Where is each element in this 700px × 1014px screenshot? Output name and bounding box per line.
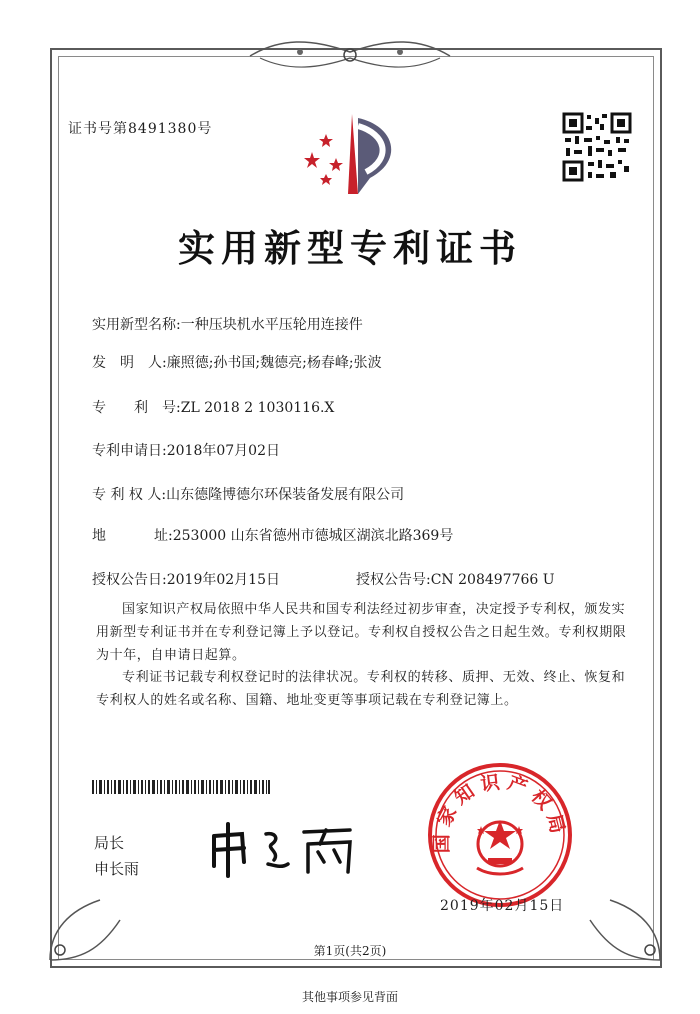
grant-number-row — [356, 569, 555, 589]
filing-date-label: 专利申请日: — [92, 443, 167, 459]
address-value: 253000 山东省德州市德城区湖滨北路369号 — [172, 528, 454, 544]
certificate-title: 实用新型专利证书 — [178, 226, 522, 270]
utility-model-name-value: 一种压块机水平压轮用连接件 — [180, 317, 363, 333]
grant-date-label: 授权公告日: — [92, 572, 167, 588]
filing-date-row — [92, 440, 280, 460]
footer-note: 其他事项参见背面 — [301, 990, 398, 1004]
patent-number-label: 专 利 号: — [92, 400, 181, 416]
director-name-label: 申长雨 — [94, 860, 140, 878]
utility-model-name-label: 实用新型名称: — [92, 317, 181, 333]
official-seal — [425, 760, 575, 910]
grant-statement-paragraph: 国家知识产权局依照中华人民共和国专利法经过初步审查，决定授予专利权，颁发实用新型专利证书并在专利登记簿上予以登记。专利权自授权公告之日起生效。专利权期限为十年，自申请日起算。 — [96, 602, 627, 663]
qr-code-icon — [562, 112, 632, 182]
inventor-label: 发 明 人: — [92, 355, 167, 371]
patent-number-value: ZL 2018 2 1030116.X — [180, 400, 335, 416]
patent-number-row — [92, 397, 334, 417]
address-row — [92, 525, 453, 545]
patentee-label: 专 利 权 人: — [92, 487, 167, 503]
grant-number-value: CN 208497766 U — [430, 572, 555, 588]
certificate-number: 证书号第8491380号 — [68, 121, 213, 137]
page-number: 第1页(共2页) — [313, 944, 387, 958]
patentee-row — [92, 484, 404, 504]
inventor-value: 廉照德;孙书国;魏德亮;杨春峰;张波 — [166, 355, 382, 371]
utility-model-name-row — [92, 314, 363, 334]
patentee-value: 山东德隆博德尔环保装备发展有限公司 — [166, 487, 405, 503]
address-label-part2: 址: — [154, 528, 173, 544]
legal-status-paragraph: 专利证书记载专利权登记时的法律状况。专利权的转移、质押、无效、终止、恢复和专利权人的姓名或名称、国籍、地址变更等事项记载在专利登记簿上。 — [96, 670, 626, 708]
director-title-label: 局长 — [94, 834, 125, 852]
seal-date: 2019年02月15日 — [440, 898, 565, 914]
cnipa-logo-icon — [300, 108, 410, 196]
seal-text: 国家知识产权局 — [430, 770, 570, 854]
grant-date-row — [92, 569, 280, 589]
filing-date-value: 2018年07月02日 — [166, 443, 280, 459]
handwritten-signature — [200, 818, 370, 880]
top-ornament — [240, 38, 460, 74]
inventor-row — [92, 352, 382, 372]
barcode-icon — [92, 780, 270, 794]
grant-number-label: 授权公告号: — [356, 572, 431, 588]
grant-date-value: 2019年02月15日 — [166, 572, 280, 588]
address-label-part1: 地 — [92, 528, 106, 544]
